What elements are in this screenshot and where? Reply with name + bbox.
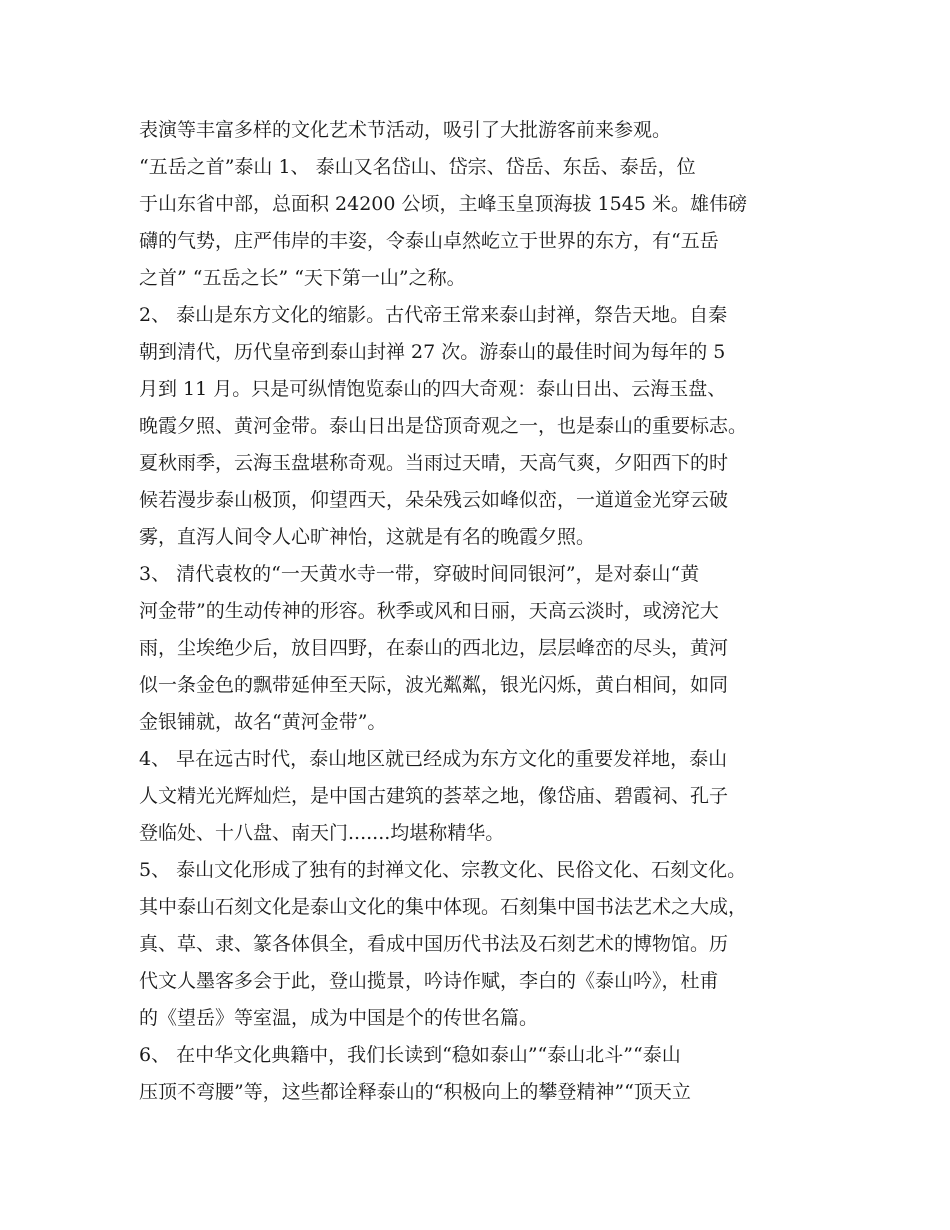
text-line: 压顶不弯腰”等，这些都诠释泰山的“积极向上的攀登精神”“顶天立 [139, 1081, 691, 1103]
text-line: 2、 泰山是东方文化的缩影。古代帝王常来泰山封禅，祭告天地。自秦 [139, 304, 728, 326]
text-line: 代文人墨客多会于此，登山揽景，吟诗作赋，李白的《泰山吟》，杜甫 [139, 970, 719, 992]
text-line: 雨，尘埃绝少后，放目四野，在泰山的西北边，层层峰峦的尽头，黄河 [139, 637, 729, 659]
document-body-text [139, 112, 829, 1111]
text-line: 似一条金色的飘带延伸至天际，波光粼粼，银光闪烁，黄白相间，如同 [139, 674, 729, 696]
text-line: 金银铺就，故名“黄河金带”。 [139, 711, 387, 733]
text-line: “五岳之首”泰山 1、 泰山又名岱山、岱宗、岱岳、东岳、泰岳，位 [139, 156, 696, 178]
text-line: 4、 早在远古时代，泰山地区就已经成为东方文化的重要发祥地，泰山 [139, 748, 728, 770]
text-line: 晚霞夕照、黄河金带。泰山日出是岱顶奇观之一，也是泰山的重要标志。 [139, 415, 748, 437]
text-line: 月到 11 月。只是可纵情饱览泰山的四大奇观：泰山日出、云海玉盘、 [139, 378, 727, 400]
text-line: 5、 泰山文化形成了独有的封禅文化、宗教文化、民俗文化、石刻文化。 [139, 859, 747, 881]
text-line: 3、 清代袁枚的“一天黄水寺一带，穿破时间同银河”，是对泰山“黄 [139, 563, 700, 585]
text-line: 6、 在中华文化典籍中，我们长读到“稳如泰山”“泰山北斗”“泰山 [139, 1044, 681, 1066]
text-line: 于山东省中部，总面积 24200 公顷，主峰玉皇顶海拔 1545 米。雄伟磅 [139, 193, 747, 215]
text-line: 其中泰山石刻文化是泰山文化的集中体现。石刻集中国书法艺术之大成， [139, 896, 748, 918]
text-line: 河金带”的生动传神的形容。秋季或风和日丽，天高云淡时，或滂沱大 [139, 600, 719, 622]
text-line: 礴的气势，庄严伟岸的丰姿，令泰山卓然屹立于世界的东方，有“五岳 [139, 230, 719, 252]
text-line: 人文精光光辉灿烂，是中国古建筑的荟萃之地，像岱庙、碧霞祠、孔子 [139, 785, 729, 807]
text-line: 真、草、隶、篆各体俱全，看成中国历代书法及石刻艺术的博物馆。历 [139, 933, 729, 955]
text-line: 夏秋雨季，云海玉盘堪称奇观。当雨过天晴，天高气爽，夕阳西下的时 [139, 452, 729, 474]
text-line: 朝到清代，历代皇帝到泰山封禅 27 次。游泰山的最佳时间为每年的 5 [139, 341, 726, 363]
text-line: 之首” “五岳之长” “天下第一山”之称。 [139, 267, 466, 289]
text-line: 的《望岳》等室温，成为中国是个的传世名篇。 [139, 1007, 539, 1029]
text-line: 候若漫步泰山极顶，仰望西天，朵朵残云如峰似峦，一道道金光穿云破 [139, 489, 729, 511]
text-line: 登临处、十八盘、南天门.......均堪称精华。 [139, 822, 505, 844]
text-line: 雾，直泻人间令人心旷神怡，这就是有名的晚霞夕照。 [139, 526, 596, 548]
text-line: 表演等丰富多样的文化艺术节活动，吸引了大批游客前来参观。 [139, 119, 672, 141]
